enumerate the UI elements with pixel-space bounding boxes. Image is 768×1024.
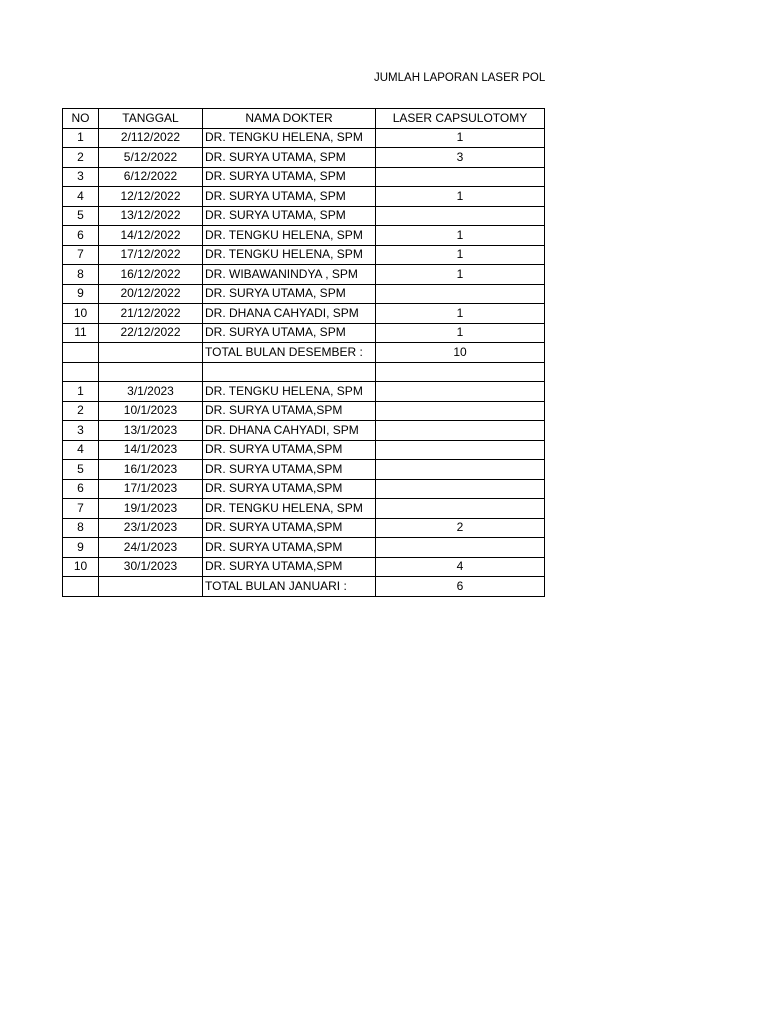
cell-no: 10: [63, 304, 99, 324]
cell-tanggal: 13/12/2022: [99, 206, 203, 226]
cell-laser-capsulotomy: [376, 284, 545, 304]
cell-nama-dokter: DR. SURYA UTAMA,SPM: [203, 518, 376, 538]
table-row: [63, 382, 545, 402]
cell-nama-dokter: [203, 362, 376, 382]
cell-no: 8: [63, 518, 99, 538]
cell-laser-capsulotomy: [376, 382, 545, 402]
total-row: [63, 577, 545, 597]
cell-laser-capsulotomy: 1: [376, 226, 545, 246]
cell-laser-capsulotomy: [376, 538, 545, 558]
cell-no: 8: [63, 265, 99, 285]
table-row: [63, 245, 545, 265]
cell-laser-capsulotomy: [376, 421, 545, 441]
cell-no: 2: [63, 401, 99, 421]
table-row: [63, 265, 545, 285]
table-row: [63, 499, 545, 519]
cell-laser-capsulotomy: 4: [376, 557, 545, 577]
cell-tanggal: [99, 362, 203, 382]
cell-no: 3: [63, 421, 99, 441]
table-row: [63, 460, 545, 480]
total-label: TOTAL BULAN DESEMBER :: [203, 343, 376, 363]
cell-laser-capsulotomy: 1: [376, 265, 545, 285]
cell-laser-capsulotomy: 1: [376, 128, 545, 148]
cell-tanggal: 16/12/2022: [99, 265, 203, 285]
cell-tanggal: 14/12/2022: [99, 226, 203, 246]
table-header-row: [63, 109, 545, 129]
table-row: [63, 187, 545, 207]
cell-laser-capsulotomy: [376, 362, 545, 382]
cell-laser-capsulotomy: 1: [376, 304, 545, 324]
cell-tanggal: 6/12/2022: [99, 167, 203, 187]
cell-laser-capsulotomy: [376, 440, 545, 460]
cell-laser-capsulotomy: [376, 460, 545, 480]
cell-nama-dokter: DR. SURYA UTAMA, SPM: [203, 206, 376, 226]
cell-nama-dokter: DR. SURYA UTAMA,SPM: [203, 440, 376, 460]
cell-nama-dokter: DR. SURYA UTAMA, SPM: [203, 167, 376, 187]
cell-nama-dokter: DR. TENGKU HELENA, SPM: [203, 499, 376, 519]
cell-laser-capsulotomy: 1: [376, 187, 545, 207]
cell-no: 11: [63, 323, 99, 343]
table-row: [63, 226, 545, 246]
header-tanggal: TANGGAL: [99, 109, 203, 129]
laser-report-table: [62, 108, 545, 597]
page-title: JUMLAH LAPORAN LASER POL: [374, 72, 546, 84]
cell-laser-capsulotomy: [376, 401, 545, 421]
cell-no: 10: [63, 557, 99, 577]
cell-no: 4: [63, 440, 99, 460]
cell-nama-dokter: DR. SURYA UTAMA, SPM: [203, 284, 376, 304]
cell-no: [63, 362, 99, 382]
cell-no: 5: [63, 460, 99, 480]
cell-no: 3: [63, 167, 99, 187]
table-row: [63, 538, 545, 558]
table-row: [63, 479, 545, 499]
cell-nama-dokter: DR. SURYA UTAMA, SPM: [203, 323, 376, 343]
cell-tanggal: 10/1/2023: [99, 401, 203, 421]
cell-tanggal: 2/112/2022: [99, 128, 203, 148]
cell-tanggal: 5/12/2022: [99, 148, 203, 168]
cell-tanggal: 12/12/2022: [99, 187, 203, 207]
cell-no: 7: [63, 245, 99, 265]
table-row: [63, 167, 545, 187]
cell-nama-dokter: DR. TENGKU HELENA, SPM: [203, 128, 376, 148]
header-no: NO: [63, 109, 99, 129]
blank-row: [63, 362, 545, 382]
cell-nama-dokter: DR. WIBAWANINDYA , SPM: [203, 265, 376, 285]
cell-nama-dokter: DR. SURYA UTAMA,SPM: [203, 401, 376, 421]
cell-laser-capsulotomy: [376, 167, 545, 187]
cell-nama-dokter: DR. SURYA UTAMA,SPM: [203, 557, 376, 577]
table-row: [63, 304, 545, 324]
total-value: 6: [376, 577, 545, 597]
table-row: [63, 206, 545, 226]
table-row: [63, 128, 545, 148]
cell-laser-capsulotomy: 2: [376, 518, 545, 538]
cell-nama-dokter: DR. DHANA CAHYADI, SPM: [203, 304, 376, 324]
cell-no: 1: [63, 382, 99, 402]
total-value: 10: [376, 343, 545, 363]
table-row: [63, 148, 545, 168]
cell-tanggal: 13/1/2023: [99, 421, 203, 441]
cell-tanggal: 30/1/2023: [99, 557, 203, 577]
cell-nama-dokter: DR. TENGKU HELENA, SPM: [203, 226, 376, 246]
cell-tanggal: 22/12/2022: [99, 323, 203, 343]
cell-tanggal: 17/1/2023: [99, 479, 203, 499]
cell-no: 9: [63, 284, 99, 304]
cell-tanggal: 19/1/2023: [99, 499, 203, 519]
cell-tanggal: 17/12/2022: [99, 245, 203, 265]
cell-nama-dokter: DR. SURYA UTAMA,SPM: [203, 460, 376, 480]
cell-nama-dokter: DR. SURYA UTAMA, SPM: [203, 148, 376, 168]
header-laser-capsulotomy: LASER CAPSULOTOMY: [376, 109, 545, 129]
table-row: [63, 284, 545, 304]
cell-tanggal: 24/1/2023: [99, 538, 203, 558]
cell-tanggal: 16/1/2023: [99, 460, 203, 480]
cell-no: 4: [63, 187, 99, 207]
cell-laser-capsulotomy: 3: [376, 148, 545, 168]
cell-tanggal: 14/1/2023: [99, 440, 203, 460]
cell-tanggal: 23/1/2023: [99, 518, 203, 538]
cell-nama-dokter: DR. SURYA UTAMA, SPM: [203, 187, 376, 207]
cell-laser-capsulotomy: 1: [376, 323, 545, 343]
table-row: [63, 323, 545, 343]
table-row: [63, 557, 545, 577]
cell-no: 7: [63, 499, 99, 519]
cell-laser-capsulotomy: [376, 499, 545, 519]
table-row: [63, 518, 545, 538]
cell-no: 6: [63, 479, 99, 499]
cell-no: 9: [63, 538, 99, 558]
cell-nama-dokter: DR. TENGKU HELENA, SPM: [203, 382, 376, 402]
total-label: TOTAL BULAN JANUARI :: [203, 577, 376, 597]
cell-no: 1: [63, 128, 99, 148]
cell-tanggal: 20/12/2022: [99, 284, 203, 304]
cell-no: [63, 343, 99, 363]
cell-nama-dokter: DR. TENGKU HELENA, SPM: [203, 245, 376, 265]
table-row: [63, 440, 545, 460]
cell-nama-dokter: DR. SURYA UTAMA,SPM: [203, 479, 376, 499]
table-body: [63, 109, 545, 597]
cell-tanggal: [99, 343, 203, 363]
cell-nama-dokter: DR. DHANA CAHYADI, SPM: [203, 421, 376, 441]
cell-tanggal: [99, 577, 203, 597]
total-row: [63, 343, 545, 363]
table-row: [63, 421, 545, 441]
cell-laser-capsulotomy: [376, 479, 545, 499]
cell-laser-capsulotomy: [376, 206, 545, 226]
table-row: [63, 401, 545, 421]
cell-no: [63, 577, 99, 597]
cell-tanggal: 3/1/2023: [99, 382, 203, 402]
cell-nama-dokter: DR. SURYA UTAMA,SPM: [203, 538, 376, 558]
cell-laser-capsulotomy: 1: [376, 245, 545, 265]
cell-no: 2: [63, 148, 99, 168]
cell-no: 5: [63, 206, 99, 226]
header-nama-dokter: NAMA DOKTER: [203, 109, 376, 129]
cell-tanggal: 21/12/2022: [99, 304, 203, 324]
cell-no: 6: [63, 226, 99, 246]
